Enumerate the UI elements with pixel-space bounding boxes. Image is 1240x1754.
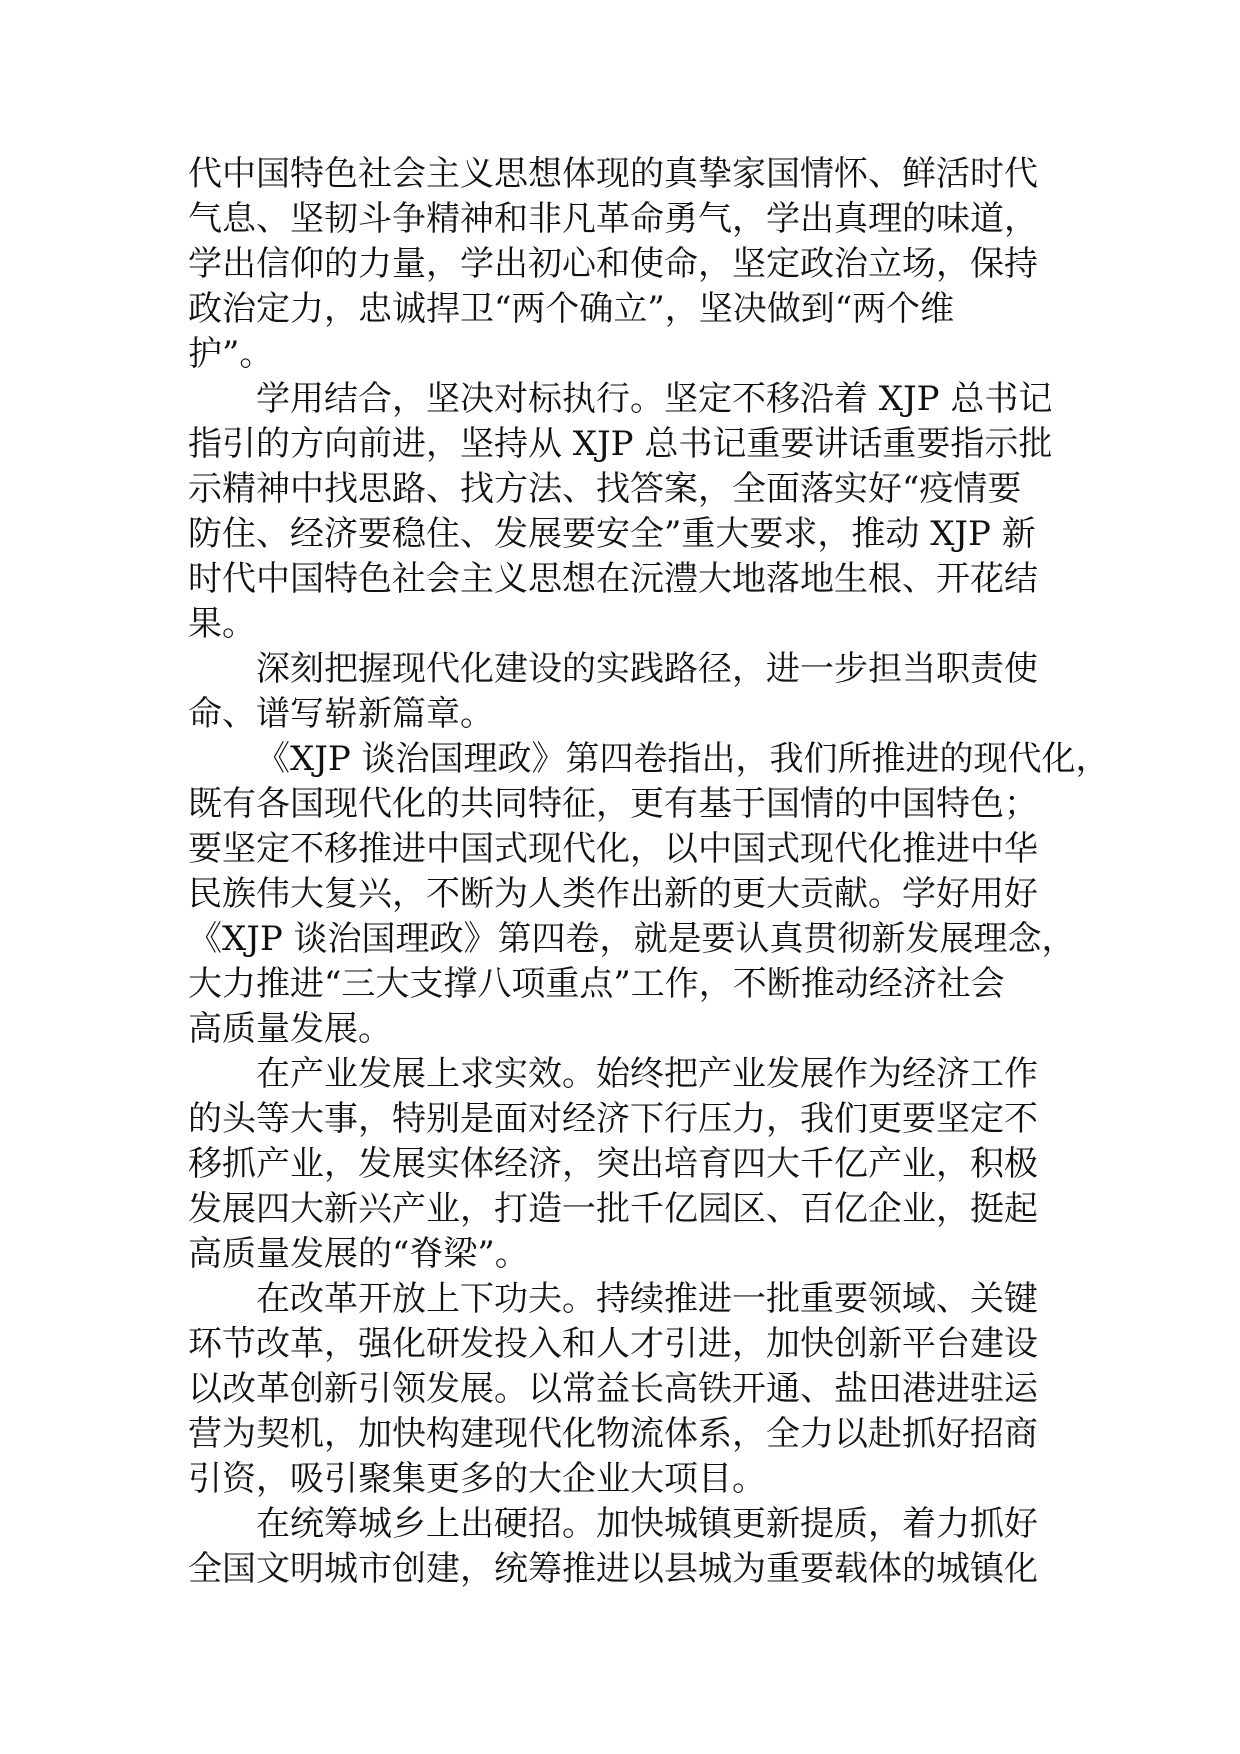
text-line: 气息、坚韧斗争精神和非凡革命勇气，学出真理的味道，	[188, 199, 1038, 239]
text-line: 指引的方向前进，坚持从 XJP 总书记重要讲话重要指示批	[188, 424, 1053, 464]
text-line: 时代中国特色社会主义思想在沅澧大地落地生根、开花结	[188, 559, 1038, 599]
text-line: 《XJP 谈治国理政》第四卷指出，我们所推进的现代化，	[256, 739, 1110, 779]
text-line: 在产业发展上求实效。始终把产业发展作为经济工作	[256, 1054, 1038, 1094]
text-line: 果。	[188, 604, 256, 644]
text-line: 政治定力，忠诚捍卫“两个确立”，坚决做到“两个维	[188, 289, 955, 329]
text-line: 示精神中找思路、找方法、找答案，全面落实好“疫情要	[188, 469, 1022, 509]
text-line: 代中国特色社会主义思想体现的真挚家国情怀、鲜活时代	[188, 154, 1038, 194]
text-line: 的头等大事，特别是面对经济下行压力，我们更要坚定不	[188, 1099, 1038, 1139]
paragraph-reform-opening	[188, 1277, 1068, 1502]
text-line: 高质量发展的“脊梁”。	[188, 1234, 529, 1274]
paragraph-continuation	[188, 152, 1068, 377]
text-line: 在统筹城乡上出硬招。加快城镇更新提质，着力抓好	[256, 1504, 1038, 1544]
paragraph-industry	[188, 1052, 1068, 1277]
text-line: 以改革创新引领发展。以常益长高铁开通、盐田港进驻运	[188, 1369, 1038, 1409]
paragraph-urban-rural	[188, 1502, 1068, 1592]
text-line: 深刻把握现代化建设的实践路径，进一步担当职责使	[256, 649, 1038, 689]
document-body	[188, 152, 1110, 1592]
paragraph-study-and-apply	[188, 377, 1068, 647]
paragraph-practice-path	[188, 647, 1068, 737]
text-line: 要坚定不移推进中国式现代化，以中国式现代化推进中华	[188, 829, 1038, 869]
text-line: 民族伟大复兴，不断为人类作出新的更大贡献。学好用好	[188, 874, 1038, 914]
text-line: 《XJP 谈治国理政》第四卷，就是要认真贯彻新发展理念，	[188, 919, 1076, 959]
text-line: 高质量发展。	[188, 1009, 392, 1049]
text-line: 环节改革，强化研发投入和人才引进，加快创新平台建设	[188, 1324, 1038, 1364]
text-line: 防住、经济要稳住、发展要安全”重大要求，推动 XJP 新	[188, 514, 1036, 554]
text-line: 学出信仰的力量，学出初心和使命，坚定政治立场，保持	[188, 244, 1038, 284]
text-line: 在改革开放上下功夫。持续推进一批重要领域、关键	[256, 1279, 1038, 1319]
text-line: 学用结合，坚决对标执行。坚定不移沿着 XJP 总书记	[256, 379, 1053, 419]
text-line: 移抓产业，发展实体经济，突出培育四大千亿产业，积极	[188, 1144, 1038, 1184]
text-line: 引资，吸引聚集更多的大企业大项目。	[188, 1459, 766, 1499]
paragraph-volume-four	[188, 737, 1110, 1052]
text-line: 命、谱写崭新篇章。	[188, 694, 494, 734]
text-line: 既有各国现代化的共同特征，更有基于国情的中国特色；	[188, 784, 1038, 824]
text-line: 大力推进“三大支撑八项重点”工作，不断推动经济社会	[188, 964, 1005, 1004]
text-line: 营为契机，加快构建现代化物流体系，全力以赴抓好招商	[188, 1414, 1038, 1454]
text-line: 护”。	[188, 334, 274, 374]
text-line: 发展四大新兴产业，打造一批千亿园区、百亿企业，挺起	[188, 1189, 1038, 1229]
text-line: 全国文明城市创建，统筹推进以县城为重要载体的城镇化	[188, 1549, 1038, 1589]
